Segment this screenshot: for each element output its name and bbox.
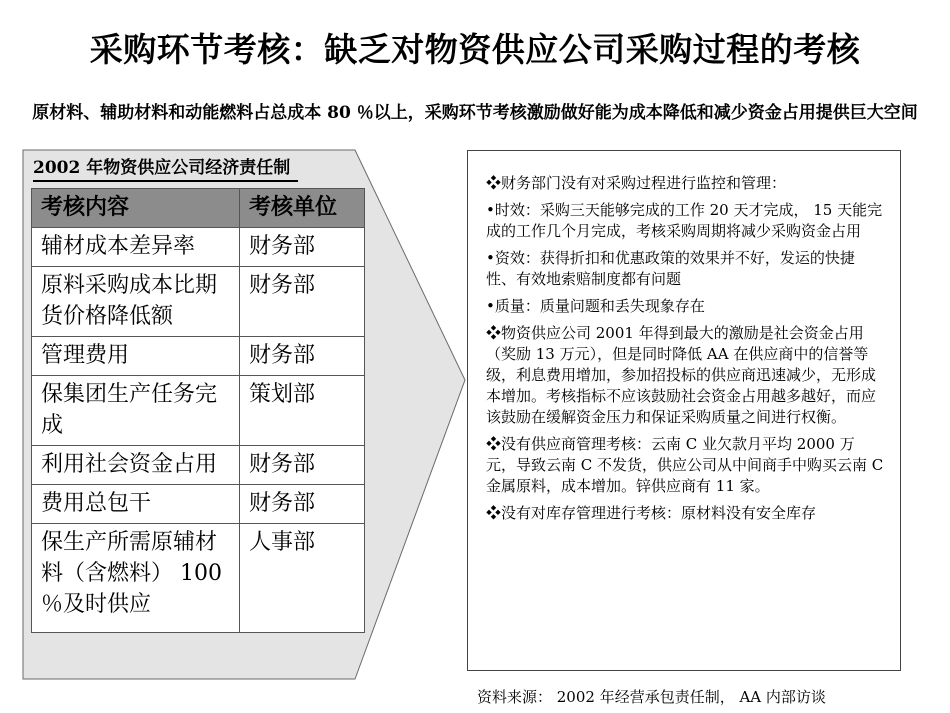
- table-row: [32, 376, 365, 446]
- finding-paragraph: •资效：获得折扣和优惠政策的效果并不好，发运的快捷性、有效地索赔制度都有问题: [486, 249, 855, 288]
- source-note: 资料来源： 2002 年经营承包责任制， AA 内部访谈: [477, 688, 826, 706]
- row-item: 费用总包干: [32, 485, 240, 524]
- table-row: [32, 446, 365, 485]
- table-row: [32, 485, 365, 524]
- finding-paragraph: ❖财务部门没有对采购过程进行监控和管理：: [486, 174, 787, 192]
- row-unit: 财务部: [240, 446, 365, 485]
- page-title: 采购环节考核：缺乏对物资供应公司采购过程的考核: [89, 30, 861, 69]
- findings-box: [467, 150, 901, 671]
- row-unit: 财务部: [240, 485, 365, 524]
- row-item: 管理费用: [32, 337, 240, 376]
- row-item: 原料采购成本比期货价格降低额: [32, 267, 240, 337]
- page-subtitle: 原材料、辅助材料和动能燃料占总成本 80 ％以上，采购环节考核激励做好能为成本降低和减少资金占用提供巨大空间: [32, 103, 918, 123]
- row-unit: 财务部: [240, 228, 365, 267]
- table-row: [32, 524, 365, 633]
- table-row: [32, 337, 365, 376]
- responsibility-table: [31, 188, 365, 633]
- row-item: 辅材成本差异率: [32, 228, 240, 267]
- finding-paragraph: •时效：采购三天能够完成的工作 20 天才完成， 15 天能完成的工作几个月完成，考核采购周期将减少采购资金占用: [486, 201, 883, 240]
- row-unit: 策划部: [240, 376, 365, 446]
- row-unit: 财务部: [240, 337, 365, 376]
- panel-heading: 2002 年物资供应公司经济责任制: [33, 156, 298, 182]
- row-item: 保集团生产任务完成: [32, 376, 240, 446]
- finding-paragraph: ❖物资供应公司 2001 年得到最大的激励是社会资金占用（奖励 13 万元），但是同时降低 AA 在供应商中的信誉等级，利息费用增加，参加招投标的供应商迅速减少，无形成本增加。考核指标不应该鼓励社会资金占用越多越好，而应该鼓励在缓解资金压力和保证采购质量之间进行权衡。: [486, 324, 877, 426]
- row-item: 利用社会资金占用: [32, 446, 240, 485]
- finding-paragraph: ❖没有供应商管理考核：云南 C 业欠款月平均 2000 万元，导致云南 C 不发货，供应公司从中间商手中购买云南 C 金属原料，成本增加。锌供应商有 11 家。: [486, 435, 884, 495]
- finding-paragraph: ❖没有对库存管理进行考核：原材料没有安全库存: [486, 504, 817, 522]
- row-unit: 人事部: [240, 524, 365, 633]
- column-header-unit: 考核单位: [240, 189, 365, 228]
- row-unit: 财务部: [240, 267, 365, 337]
- row-item: 保生产所需原辅材料（含燃料） 100 ％及时供应: [32, 524, 240, 633]
- table-row: [32, 267, 365, 337]
- finding-paragraph: •质量：质量问题和丢失现象存在: [486, 297, 705, 315]
- table-row: [32, 228, 365, 267]
- column-header-content: 考核内容: [32, 189, 240, 228]
- table-header-row: [32, 189, 365, 228]
